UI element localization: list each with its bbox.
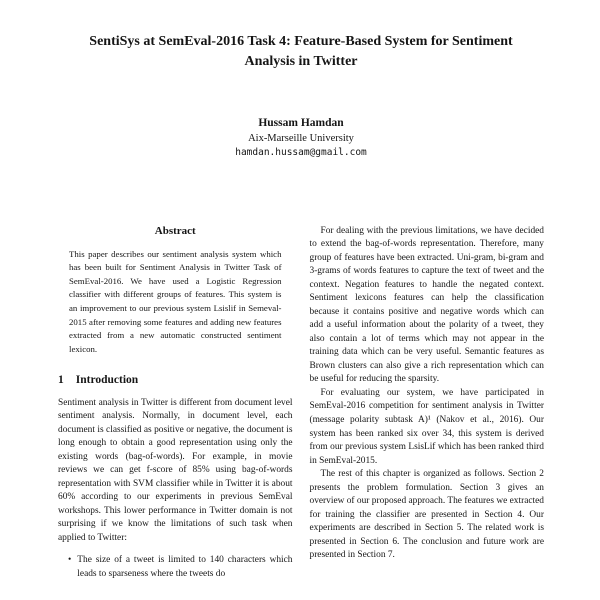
paper-title: SentiSys at SemEval-2016 Task 4: Feature-Based System for Sentiment Analysis in Twitter [89,34,513,70]
left-column [58,225,293,582]
author-block [58,117,544,161]
right-paragraph-2: For evaluating our system, we have participated in SemEval-2016 competition for sentiment analysis in Twitter (message polarity subtask A)¹ (Nakov et al., 2016). Our system has been ranked six over 34, this system is derived from our previous system LsisLif which has been ranked third in SemEval-2015. [309,387,544,466]
two-column-body [58,225,544,582]
section-1-number: 1 [58,373,64,386]
right-column [310,225,545,563]
author-email: hamdan.hussam@gmail.com [235,147,367,159]
intro-paragraph-1: Sentiment analysis in Twitter is different from document level sentiment analysis. Normally, in document level, each document is classified as positive or negative, the document is long enough to obtain a good representation using only the existing words (bag-of-words). For example, in movie reviews we can get f-score of 85% using bag-of-words representation with SVM classifier while in Twitter it is about 60% according to our experiments in previous SemEval workshops. This lower performance in Twitter domain is not surprising if we know the limitations of such task when applied to Twitter: [58,397,293,543]
author-affiliation: Aix-Marseille University [248,132,354,144]
intro-bullet-1 [58,554,293,581]
abstract-text: This paper describes our sentiment analysis system which has been built for Sentiment Analysis in Twitter Task of SemEval-2016. We have used a Logistic Regression classifier with different groups of features. This system is an improvement to our previous system Lsislif in Semeval-2015 after removing some features and adding new features extracted from a new automatic constructed sentiment lexicon. [69,248,282,354]
section-1-heading [58,374,293,386]
abstract-heading: Abstract [154,224,196,237]
author-name: Hussam Hamdan [258,116,344,129]
section-1-title: Introduction [75,373,139,386]
intro-bullet-1-text: The size of a tweet is limited to 140 characters which leads to sparseness where the tweets do [77,555,293,579]
right-paragraph-1: For dealing with the previous limitations, we have decided to extend the bag-of-words representation. Therefore, many group of features have been extracted. Uni-gram, bi-gram and 3-grams of words features to capture the text of tweet and the context. Negation features to handle the negated context. Sentiment lexicons features can help the classification because it contains positive and negative words which can add a useful information about the polarity of a tweet, they also contain a lot of terms which may not appear in the training data which can be very useful. Semantic features as Brown clusters can also give a rich representation which can be useful for reducing the sparsity. [309,225,544,385]
bullet-icon: • [68,555,72,566]
right-paragraph-3: The rest of this chapter is organized as follows. Section 2 presents the problem formulation. Section 3 gives an overview of our proposed approach. The features we extracted for training the classifier are presented in Section 4. Our experiments are described in Section 5. The related work is presented in Section 6. The conclusion and future work are presented in Section 7. [309,469,544,561]
